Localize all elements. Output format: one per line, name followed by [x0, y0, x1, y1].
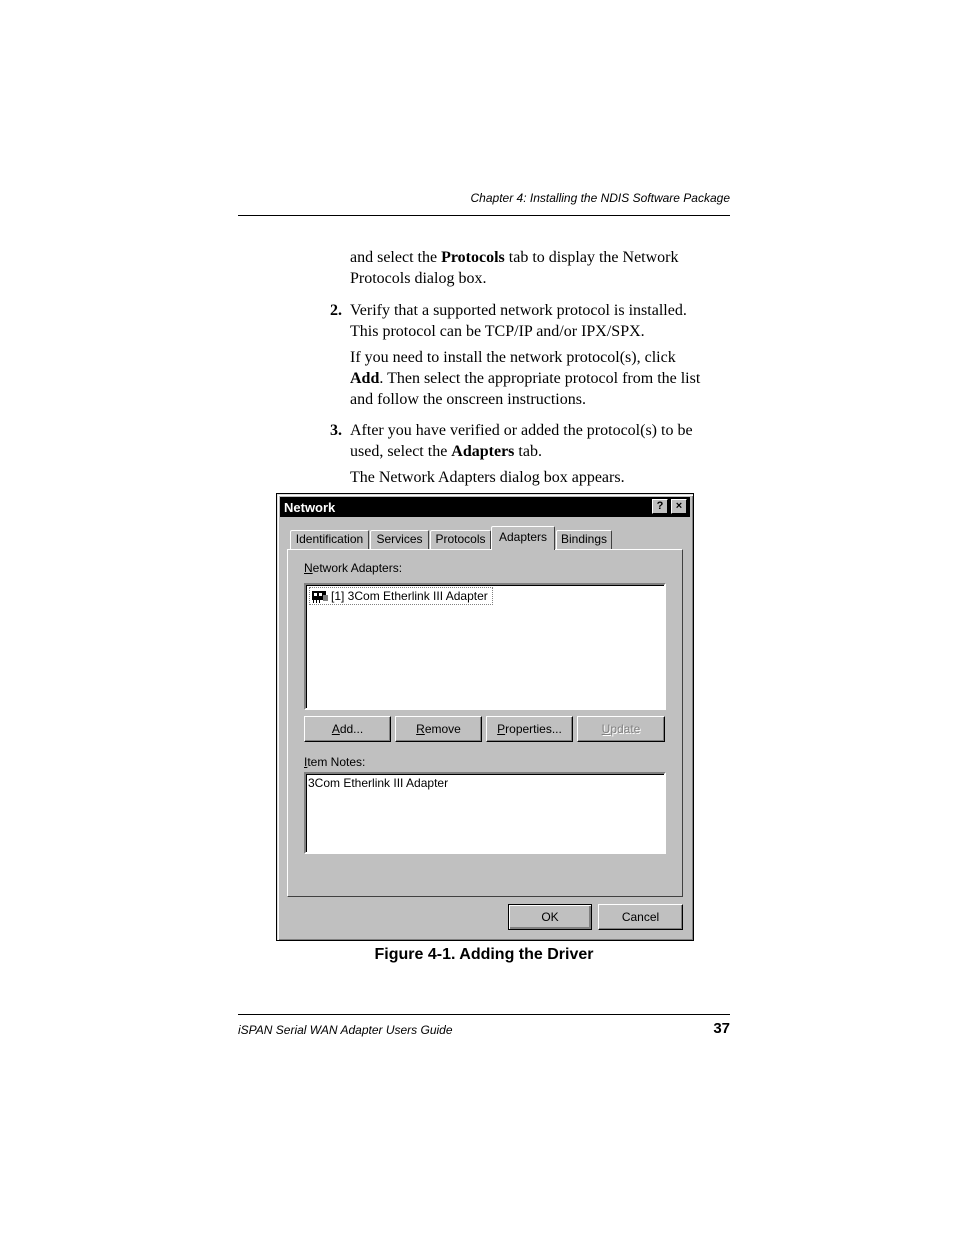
- step-2-line-1: Verify that a supported network protocol is installed.: [350, 302, 687, 319]
- step-2-detail-line-3: and follow the onscreen instructions.: [350, 391, 586, 408]
- close-button[interactable]: ×: [671, 499, 687, 514]
- item-notes-label-text: tem Notes:: [307, 755, 366, 769]
- cancel-button[interactable]: Cancel: [598, 904, 683, 930]
- add-button[interactable]: [304, 716, 391, 742]
- tab-services[interactable]: Services: [370, 530, 429, 549]
- intro-line-2: Protocols dialog box.: [350, 270, 487, 287]
- list-item[interactable]: [309, 587, 493, 605]
- step-2-number: 2.: [330, 302, 342, 319]
- remove-button[interactable]: [395, 716, 482, 742]
- figure-caption: Figure 4-1. Adding the Driver: [374, 946, 594, 963]
- intro-text: and select the: [350, 249, 442, 266]
- step-3-detail: The Network Adapters dialog box appears.: [350, 469, 625, 486]
- add-label: dd...: [339, 722, 364, 736]
- dialog-titlebar: [280, 497, 690, 517]
- step-2-line-2: This protocol can be TCP/IP and/or IPX/SPX.: [350, 323, 645, 340]
- step-3-line-1: After you have verified or added the protocol(s) to be: [350, 422, 693, 439]
- adapters-term: Adapters: [451, 443, 515, 460]
- intro-text-end: tab to display the Network: [504, 249, 679, 266]
- tab-identification[interactable]: Identification: [290, 530, 369, 549]
- footer-title: iSPAN Serial WAN Adapter Users Guide: [238, 1023, 453, 1037]
- running-header: Chapter 4: Installing the NDIS Software Package: [470, 191, 730, 205]
- network-adapters-mnemonic: N: [304, 561, 313, 575]
- update-button[interactable]: [577, 716, 665, 742]
- dialog-title: Network: [284, 500, 336, 515]
- protocols-term: Protocols: [441, 249, 505, 266]
- tab-protocols[interactable]: Protocols: [430, 530, 491, 549]
- remove-label: emove: [424, 722, 461, 736]
- item-notes-text: 3Com Etherlink III Adapter: [308, 776, 449, 790]
- step-3-text: [350, 420, 735, 462]
- item-notes-label: [304, 755, 365, 769]
- remove-mnemonic: R: [416, 722, 425, 736]
- properties-mnemonic: P: [497, 722, 506, 736]
- step-3-post: tab.: [514, 443, 542, 460]
- item-notes-box: [304, 772, 666, 854]
- network-card-icon: [311, 589, 329, 603]
- step-2-text: [350, 300, 735, 342]
- footer-rule: [238, 1014, 730, 1015]
- ok-button[interactable]: OK: [508, 904, 592, 930]
- network-dialog: [276, 493, 694, 941]
- properties-button[interactable]: [486, 716, 573, 742]
- header-rule: [238, 215, 730, 216]
- update-label: pdate: [610, 722, 641, 736]
- step-3-pre: used, select the: [350, 443, 452, 460]
- help-button[interactable]: ?: [652, 499, 668, 514]
- add-mnemonic: A: [331, 722, 340, 736]
- add-term: Add: [350, 370, 380, 387]
- adapters-panel: [287, 549, 683, 897]
- item-notes-mnemonic: I: [304, 755, 308, 769]
- adapter-name: [1] 3Com Etherlink III Adapter: [331, 589, 488, 603]
- intro-paragraph: [350, 247, 730, 289]
- page-number: 37: [713, 1020, 730, 1037]
- network-adapters-label-text: etwork Adapters:: [312, 561, 403, 575]
- step-2-detail: [350, 347, 735, 410]
- step-2-detail-line-2: . Then select the appropriate protocol from the list: [379, 370, 701, 387]
- network-adapters-label: [304, 561, 402, 575]
- properties-label: roperties...: [505, 722, 562, 736]
- tab-adapters[interactable]: Adapters: [491, 526, 555, 550]
- network-adapters-list[interactable]: [304, 583, 666, 710]
- update-mnemonic: U: [601, 722, 611, 736]
- step-2-detail-line-1: If you need to install the network protocol(s), click: [350, 349, 676, 366]
- step-3-number: 3.: [330, 422, 342, 439]
- tab-bindings[interactable]: Bindings: [556, 530, 612, 549]
